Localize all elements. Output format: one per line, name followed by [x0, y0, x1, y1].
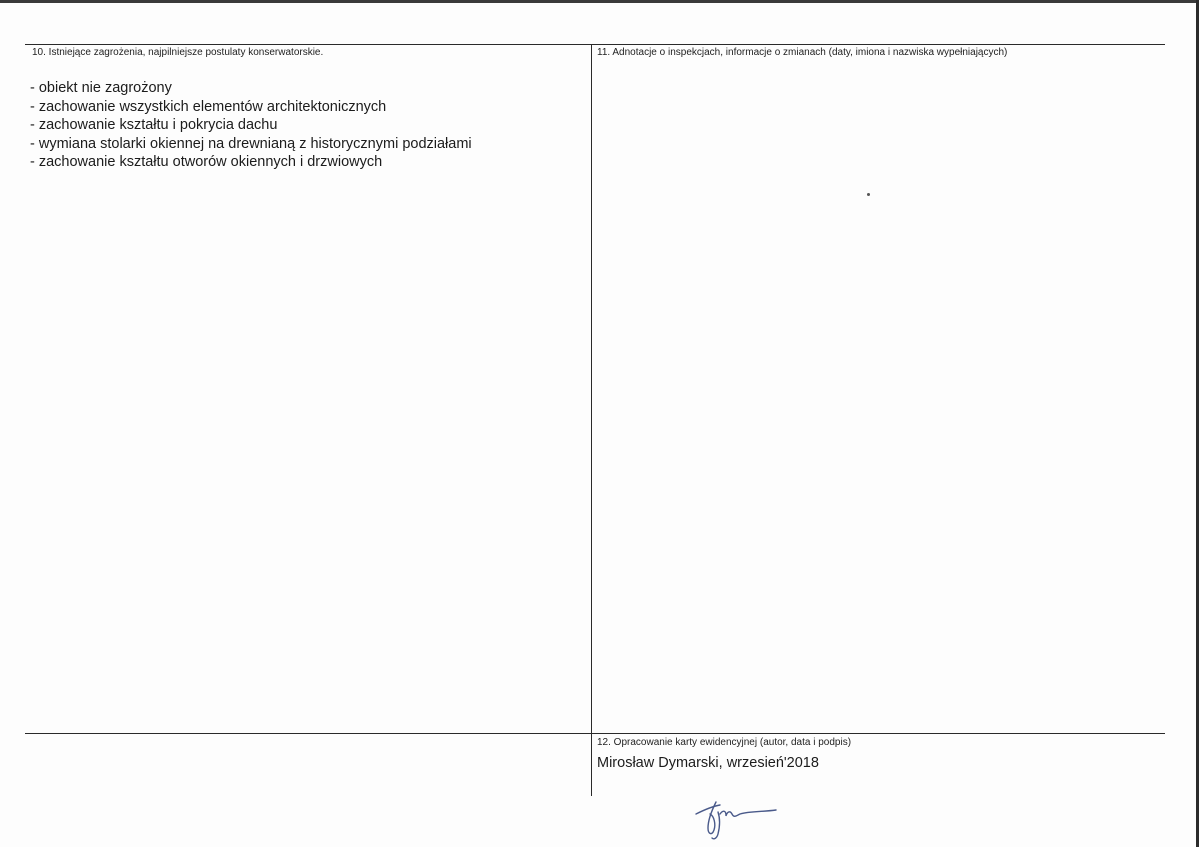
postulate-item: - wymiana stolarki okiennej na drewnianą z historycznymi podziałami: [30, 135, 472, 152]
section-10-heading: 10. Istniejące zagrożenia, najpilniejsze postulaty konserwatorskie.: [32, 47, 324, 58]
postulate-item: - zachowanie kształtu otworów okiennych i drzwiowych: [30, 154, 383, 170]
postulate-item: - zachowanie wszystkich elementów architektonicznych: [30, 98, 387, 115]
column-divider: [591, 44, 592, 796]
lower-rule: [25, 733, 1165, 734]
postulate-item: - zachowanie kształtu i pokrycia dachu: [30, 117, 278, 133]
top-rule: [25, 44, 1165, 45]
section-12-heading: 12. Opracowanie karty ewidencyjnej (autor, data i podpis): [597, 737, 852, 748]
signature-image: [690, 796, 790, 844]
scan-top-edge: [0, 0, 1199, 3]
postulate-item: - obiekt nie zagrożony: [30, 80, 172, 96]
author-and-date: Mirosław Dymarski, wrzesień'2018: [597, 755, 819, 771]
section-11-heading: 11. Adnotacje o inspekcjach, informacje o zmianach (daty, imiona i nazwiska wypełniających): [597, 47, 1008, 58]
postulates-list: [30, 79, 472, 172]
scan-speck: [867, 193, 870, 196]
